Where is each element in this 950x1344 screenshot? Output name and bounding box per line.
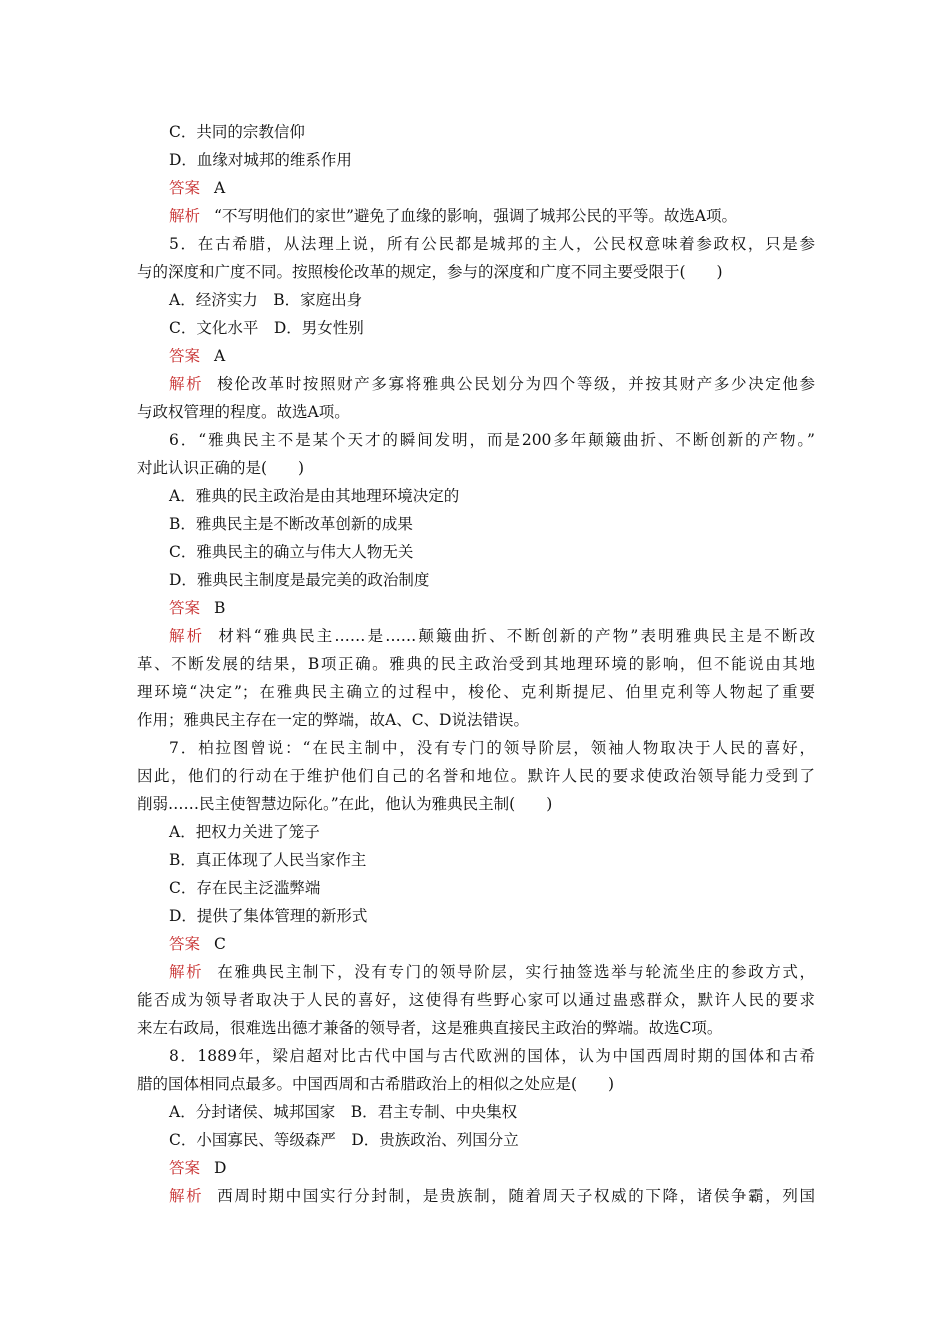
analysis-label: 解析 [169, 1187, 204, 1205]
answer-value: D [214, 1159, 227, 1177]
analysis-line: 作用；雅典民主存在一定的弊端，故A、C、D说法错误。 [137, 711, 529, 729]
answer-line [137, 1154, 815, 1182]
analysis-text: 在雅典民主制下，没有专门的领导阶层，实行抽签选举与轮流坐庄的参政方式， [217, 963, 815, 981]
question-6-line: 6．“雅典民主不是某个天才的瞬间发明，而是200多年颠簸曲折、不断创新的产物。” [169, 431, 815, 449]
option-line: A．分封诸侯、城邦国家 B．君主专制、中央集权 [169, 1103, 518, 1121]
question-6-line: 对此认识正确的是( ) [137, 459, 305, 477]
answer-line [137, 342, 815, 370]
analysis-line [137, 202, 815, 230]
analysis-label: 解析 [169, 963, 204, 981]
option-line: A．经济实力 B．家庭出身 [169, 291, 363, 309]
question-7-line: 因此，他们的行动在于维护他们自己的名誉和地位。默许人民的要求使政治领导能力受到了 [137, 767, 815, 785]
option-line: A．雅典的民主政治是由其地理环境决定的 [169, 487, 460, 505]
option-line: C．存在民主泛滥弊端 [169, 879, 321, 897]
analysis-label: 解析 [169, 207, 201, 225]
answer-value: C [214, 935, 226, 953]
question-7-line: 削弱……民主使智慧边际化。”在此，他认为雅典民主制( ) [137, 795, 553, 813]
analysis-label: 解析 [169, 375, 204, 393]
answer-line [137, 174, 815, 202]
analysis-line [137, 370, 815, 398]
option-line: C．共同的宗教信仰 [169, 123, 305, 141]
answer-value: A [214, 347, 226, 365]
question-5-line: 5．在古希腊，从法理上说，所有公民都是城邦的主人，公民权意味着参政权，只是参 [169, 235, 815, 253]
answer-label: 答案 [169, 935, 201, 953]
analysis-text: “不写明他们的家世”避免了血缘的影响，强调了城邦公民的平等。故选A项。 [214, 207, 738, 225]
analysis-line: 革、不断发展的结果，B项正确。雅典的民主政治受到其地理环境的影响，但不能说由其地 [137, 655, 815, 673]
document-content [137, 118, 815, 1210]
question-8-line: 腊的国体相同点最多。中国西周和古希腊政治上的相似之处应是( ) [137, 1075, 615, 1093]
answer-label: 答案 [169, 347, 201, 365]
answer-label: 答案 [169, 599, 201, 617]
analysis-label: 解析 [169, 627, 205, 645]
analysis-line [137, 622, 815, 650]
question-5-line: 与的深度和广度不同。按照梭伦改革的规定，参与的深度和广度不同主要受限于( ) [137, 263, 723, 281]
analysis-text: 西周时期中国实行分封制，是贵族制，随着周天子权威的下降，诸侯争霸，列国 [217, 1187, 815, 1205]
analysis-line: 理环境“决定”；在雅典民主确立的过程中，梭伦、克利斯提尼、伯里克利等人物起了重要 [137, 683, 815, 701]
answer-label: 答案 [169, 1159, 201, 1177]
answer-line [137, 594, 815, 622]
analysis-line [137, 1182, 815, 1210]
question-7-line: 7．柏拉图曾说：“在民主制中，没有专门的领导阶层，领袖人物取决于人民的喜好， [169, 739, 815, 757]
option-line: C．小国寡民、等级森严 D．贵族政治、列国分立 [169, 1131, 519, 1149]
option-line: C．文化水平 D．男女性别 [169, 319, 364, 337]
answer-line [137, 930, 815, 958]
option-line: B．真正体现了人民当家作主 [169, 851, 367, 869]
answer-label: 答案 [169, 179, 201, 197]
option-line: D．提供了集体管理的新形式 [169, 907, 368, 925]
option-line: A．把权力关进了笼子 [169, 823, 320, 841]
analysis-line [137, 958, 815, 986]
option-line: C．雅典民主的确立与伟大人物无关 [169, 543, 414, 561]
answer-value: B [214, 599, 226, 617]
option-line: D．雅典民主制度是最完美的政治制度 [169, 571, 430, 589]
analysis-line: 与政权管理的程度。故选A项。 [137, 403, 350, 421]
analysis-text: 梭伦改革时按照财产多寡将雅典公民划分为四个等级，并按其财产多少决定他参 [217, 375, 815, 393]
question-8-line: 8．1889年，梁启超对比古代中国与古代欧洲的国体，认为中国西周时期的国体和古希 [169, 1047, 815, 1065]
option-line: B．雅典民主是不断改革创新的成果 [169, 515, 413, 533]
answer-value: A [214, 179, 226, 197]
analysis-text: 材料“雅典民主……是……颠簸曲折、不断创新的产物”表明雅典民主是不断改 [218, 627, 815, 645]
analysis-line: 来左右政局，很难选出德才兼备的领导者，这是雅典直接民主政治的弊端。故选C项。 [137, 1019, 723, 1037]
option-line: D．血缘对城邦的维系作用 [169, 151, 352, 169]
analysis-line: 能否成为领导者取决于人民的喜好，这使得有些野心家可以通过蛊惑群众，默许人民的要求 [137, 991, 815, 1009]
